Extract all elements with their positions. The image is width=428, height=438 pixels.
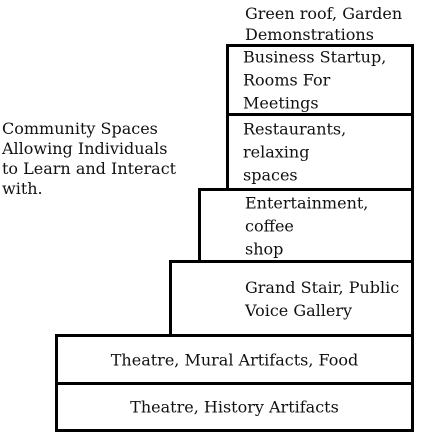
community-spaces-caption-line: with.: [2, 179, 43, 198]
level-label-line: shop: [245, 239, 284, 258]
green-roof-caption: [245, 3, 402, 45]
level-label: [245, 276, 403, 322]
community-spaces-caption-line: Allowing Individuals: [2, 139, 168, 158]
level-label: [243, 118, 403, 187]
level-label-line: Grand Stair, Public: [245, 277, 400, 297]
level-label-line: Business Startup,: [243, 47, 387, 67]
level-label-line: Rooms For Meetings: [243, 70, 331, 113]
level-label: [245, 191, 403, 260]
green-roof-caption-line: Green roof, Garden: [245, 4, 403, 23]
level-label: [243, 46, 403, 115]
level-restaurants: [226, 113, 414, 191]
level-business-startup: [226, 44, 414, 116]
community-spaces-caption-line: Community Spaces: [2, 119, 158, 138]
level-entertainment: [198, 188, 414, 263]
level-theatre-mural: [55, 334, 414, 385]
level-label-line: Voice Gallery: [245, 300, 353, 320]
level-theatre-history: [55, 382, 414, 432]
level-label-line: Restaurants, relaxing: [243, 119, 347, 162]
level-label: Theatre, Mural Artifacts, Food: [110, 350, 359, 369]
level-grand-stair: [169, 260, 414, 337]
level-label-line: spaces: [243, 165, 298, 185]
level-label-line: Entertainment, coffee: [245, 193, 369, 235]
level-label: Theatre, History Artifacts: [130, 397, 339, 417]
community-spaces-caption: [2, 119, 176, 199]
community-spaces-caption-line: to Learn and Interact: [2, 159, 177, 178]
green-roof-caption-line: Demonstrations: [245, 25, 374, 44]
